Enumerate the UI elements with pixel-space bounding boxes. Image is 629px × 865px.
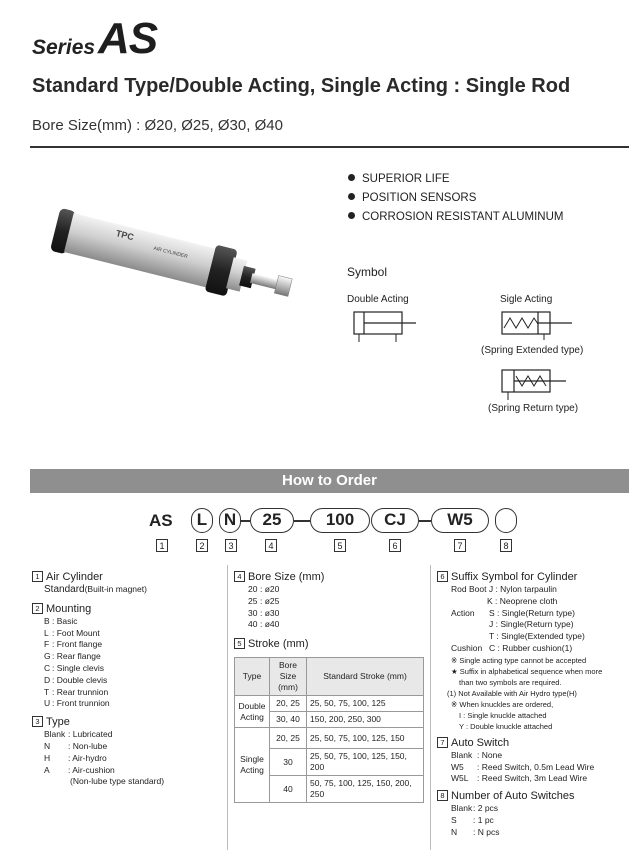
single-acting-label: Sigle Acting <box>500 294 553 305</box>
series-word: Series <box>32 36 96 59</box>
table-cell: 20, 25 <box>270 728 307 749</box>
list-item: G: Rear flange <box>44 651 101 662</box>
list-item: 40 : ø40 <box>248 619 280 630</box>
list-item: S : 1 pc <box>451 814 494 825</box>
table-header: Standard Stroke (mm) <box>307 658 424 696</box>
order-number-box: 4 <box>265 539 277 552</box>
feature-item: SUPERIOR LIFE <box>348 170 564 189</box>
order-number-box: 8 <box>500 539 512 552</box>
table-cell: 40 <box>270 776 307 803</box>
action-label: Action <box>451 607 475 618</box>
section-title: Type <box>46 716 70 729</box>
list-item: F : Front flange <box>44 639 103 650</box>
air-cylinder-note: (Built-in magnet) <box>84 584 147 594</box>
left-column: 1 Air Cylinder Standard(Built-in magnet) 2 Mounting B : Basic L : Foot Mount F : Front flange G: Rear flange C : Single clevis D : Double clevis T : Rear trunnion U : Front trunnion 3 Type Blank : Lubricated N : Non-lube H : Air-hydro A : Air-cushion (Non-lube type standard) <box>32 567 222 788</box>
spring-return-label: (Spring Return type) <box>488 403 579 414</box>
order-code-stroke: 100 <box>310 508 370 533</box>
feature-item: CORROSION RESISTANT ALUMINUM <box>348 208 564 227</box>
series-code: AS <box>98 14 158 63</box>
table-cell: Single Acting <box>235 728 270 803</box>
list-item: 20 : ø20 <box>248 584 280 594</box>
stroke-table <box>234 657 424 803</box>
list-item: L : Foot Mount <box>44 627 100 638</box>
list-item: W5L : Reed Switch, 3m Lead Wire <box>451 773 588 784</box>
table-cell: 150, 200, 250, 300 <box>307 712 424 728</box>
order-code-suffix: CJ <box>371 508 419 533</box>
order-number-box: 3 <box>225 539 237 552</box>
order-number-box: 1 <box>156 539 168 552</box>
page-subtitle: Standard Type/Double Acting, Single Acting : Single Rod <box>32 75 571 97</box>
list-item: Blank: 2 pcs <box>451 803 499 814</box>
note-line: Y : Double knuckle attached <box>459 721 553 731</box>
list-item: H : Air-hydro <box>44 752 107 763</box>
list-item: N : N pcs <box>451 826 500 837</box>
middle-column: 4 Bore Size (mm) 20 : ø20 25 : ø25 30 : ø30 40 : ø40 5 Stroke (mm) Type Bore Size (mm) Standard Stroke (mm) Double Acting 20, 25 25, 50, 75, 100, 125 30, 40 150, 200, 250, 300 Single Acting 20, 25 25, 50, 75, 100, 125, 150 30 25, 50, 75, 100, 125, 150, 200 40 50, 75, 100, 125, 150, 200, 250 <box>234 567 429 803</box>
section-title: Mounting <box>46 602 92 615</box>
list-item: Blank : Lubricated <box>44 729 113 740</box>
order-code-mounting: L <box>191 508 213 533</box>
section-title: Suffix Symbol for Cylinder <box>451 571 578 583</box>
cushion-label: Cushion <box>451 642 483 653</box>
table-cell: 25, 50, 75, 100, 125 <box>307 696 424 712</box>
air-cylinder-value: Standard <box>44 584 85 595</box>
list-item: Blank : None <box>451 749 503 760</box>
table-cell: 50, 75, 100, 125, 150, 200, 250 <box>307 776 424 803</box>
product-model-label: AIR CYLINDER <box>152 245 189 260</box>
section-title: Auto Switch <box>451 736 510 749</box>
list-item: A : Air-cushion <box>44 764 115 775</box>
list-item: C : Single clevis <box>44 662 104 673</box>
table-cell: 30 <box>270 749 307 776</box>
order-code-auto-switch: W5 <box>431 508 489 533</box>
product-brand-label: TPC <box>114 228 135 243</box>
table-row <box>235 696 424 712</box>
type-note: (Non-lube type standard) <box>70 776 165 787</box>
section-title: Air Cylinder <box>46 571 103 583</box>
feature-item: POSITION SENSORS <box>348 189 564 208</box>
list-item: N : Non-lube <box>44 740 108 751</box>
spring-extended-label: (Spring Extended type) <box>481 345 584 356</box>
order-code-type: N <box>219 508 241 533</box>
how-to-order-header: How to Order <box>30 469 629 493</box>
note-line: ※ When knuckles are ordered, <box>451 699 554 709</box>
section-title: Bore Size (mm) <box>248 571 325 583</box>
table-cell: Double Acting <box>235 696 270 728</box>
order-number-box: 7 <box>454 539 466 552</box>
note-line: (1) Not Available with Air Hydro type(H) <box>447 688 577 698</box>
order-number-box: 2 <box>196 539 208 552</box>
section-title: Number of Auto Switches <box>451 790 575 803</box>
order-code-series: AS <box>149 511 173 530</box>
list-item: 30 : ø30 <box>248 607 280 618</box>
order-code-switch-count <box>495 508 517 533</box>
list-item: 25 : ø25 <box>248 595 280 606</box>
list-item: B : Basic <box>44 615 78 626</box>
list-item: U : Front trunnion <box>44 698 110 709</box>
list-item: W5 : Reed Switch, 0.5m Lead Wire <box>451 761 595 772</box>
table-cell: 20, 25 <box>270 696 307 712</box>
column-divider <box>227 565 228 850</box>
table-cell: 25, 50, 75, 100, 125, 150, 200 <box>307 749 424 776</box>
note-line: I : Single knuckle attached <box>459 710 547 720</box>
symbol-title: Symbol <box>347 265 388 279</box>
table-cell: 25, 50, 75, 100, 125, 150 <box>307 728 424 749</box>
note-line: ※ Single acting type cannot be accepted <box>451 655 587 665</box>
table-header: Type <box>235 658 270 696</box>
table-row <box>235 728 424 749</box>
list-item: D : Double clevis <box>44 674 108 685</box>
table-cell: 30, 40 <box>270 712 307 728</box>
right-column: 6 Suffix Symbol for Cylinder Rod Boot J : Nylon tarpaulin K : Neoprene cloth Action S : Single(Return type) J : Single(Return type) T : Single(Extended type) Cushion C : Rubber cushion(1) ※ Single acting type cannot be accepted ★ Suffix in alphabetical sequence when more than two symbols are required. (1) Not Available with Air Hydro type(H) ※ When knuckles are ordered, I : Single knuckle attached Y : Double knuckle attached 7 Auto Switch Blank : None W5 : Reed Switch, 0.5m Lead Wire W5L : Reed Switch, 3m Lead Wire 8 Number of Auto Switches Blank: 2 pcs S : 1 pc N : N pcs <box>437 567 627 839</box>
section-title: Stroke (mm) <box>248 638 309 651</box>
bore-size-line: Bore Size(mm) : Ø20, Ø25, Ø30, Ø40 <box>32 117 283 134</box>
order-code-bore: 25 <box>250 508 294 533</box>
order-number-box: 6 <box>389 539 401 552</box>
column-divider <box>430 565 431 850</box>
note-line: than two symbols are required. <box>459 677 562 687</box>
note-line: ★ Suffix in alphabetical sequence when more <box>451 666 603 676</box>
rod-boot-label: Rod Boot <box>451 584 487 594</box>
double-acting-label: Double Acting <box>347 294 409 305</box>
list-item: T : Rear trunnion <box>44 686 109 697</box>
table-header: Bore Size (mm) <box>270 658 307 696</box>
order-number-box: 5 <box>334 539 346 552</box>
